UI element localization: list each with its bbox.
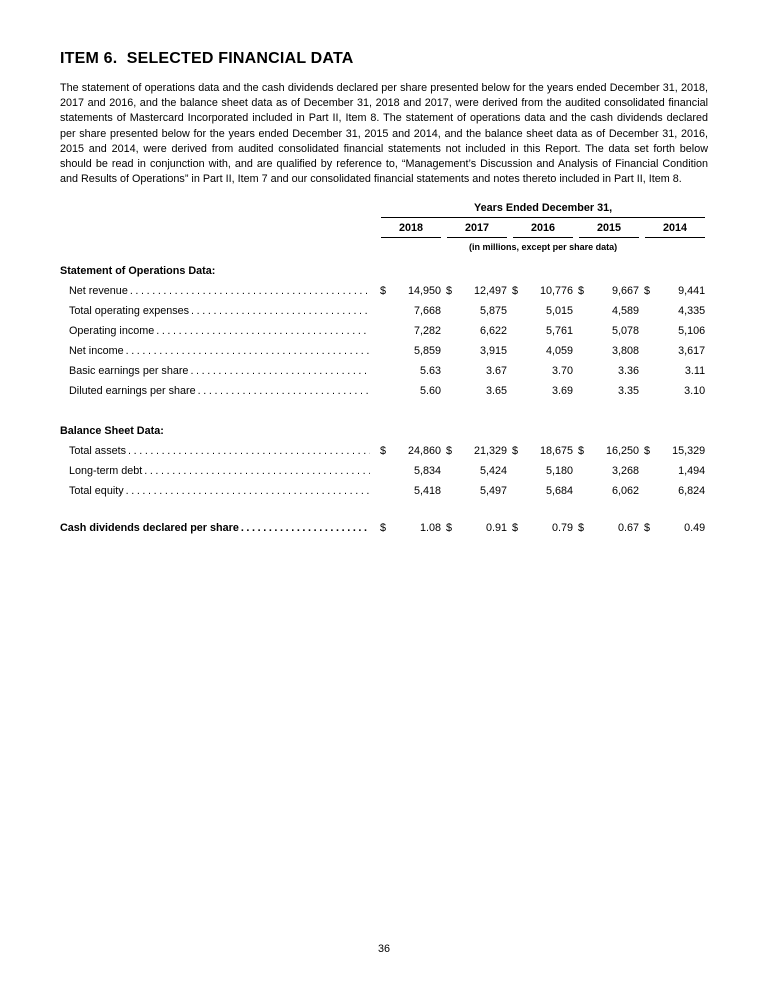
dot-leader [191, 305, 370, 317]
value-cell: 3,617 [678, 345, 706, 358]
value-cell: 0.67 [617, 522, 639, 535]
row-label: Basic earnings per share [69, 365, 189, 378]
row-label-cell [60, 341, 378, 361]
table-row [60, 441, 708, 461]
value-cell: 10,776 [539, 285, 573, 298]
dollar-sign-cell [444, 301, 460, 321]
value-cell: 14,950 [407, 285, 441, 298]
dollar-sign-cell: $ [512, 445, 519, 458]
value-cell: 3.69 [551, 385, 573, 398]
dollar-sign-cell [444, 361, 460, 381]
dollar-sign-cell: $ [512, 522, 519, 535]
row-label-cell [60, 361, 378, 381]
section-heading: Balance Sheet Data: [60, 425, 164, 438]
page-title: ITEM 6. SELECTED FINANCIAL DATA [60, 50, 354, 67]
year-column-header: 2017 [447, 218, 507, 238]
table-row [60, 341, 708, 361]
value-cell: 3,268 [611, 465, 639, 478]
value-cell: 5.63 [419, 365, 441, 378]
table-row [60, 381, 708, 401]
row-label-cell [60, 441, 378, 461]
dollar-sign-cell [642, 321, 658, 341]
value-cell: 12,497 [473, 285, 507, 298]
value-cell: 6,824 [678, 485, 706, 498]
value-cell: 5,761 [545, 325, 573, 338]
dollar-sign-cell: $ [380, 285, 387, 298]
dollar-sign-cell [510, 321, 526, 341]
dollar-sign-cell [444, 341, 460, 361]
dot-leader [190, 365, 370, 377]
page-number: 36 [377, 943, 390, 955]
row-label-cell [60, 301, 378, 321]
value-cell: 3.11 [684, 365, 706, 378]
spacer-row [60, 501, 708, 518]
row-label-cell [60, 281, 378, 301]
value-cell: 3.65 [485, 385, 507, 398]
row-label-cell [60, 321, 378, 341]
value-cell: 1.08 [419, 522, 441, 535]
units-note: (in millions, except per share data) [469, 242, 618, 253]
spacer-row [60, 401, 708, 418]
value-cell: 0.91 [485, 522, 507, 535]
dollar-sign-cell: $ [380, 445, 387, 458]
table-row [60, 301, 708, 321]
dollar-sign-cell [378, 381, 394, 401]
dollar-sign-cell [642, 341, 658, 361]
value-cell: 24,860 [407, 445, 441, 458]
value-cell: 5,859 [413, 345, 441, 358]
dot-leader [241, 522, 370, 534]
value-cell: 4,059 [545, 345, 573, 358]
dollar-sign-cell: $ [446, 285, 453, 298]
value-cell: 1,494 [678, 465, 706, 478]
dollar-sign-cell [642, 361, 658, 381]
table-row [60, 461, 708, 481]
value-cell: 5,834 [413, 465, 441, 478]
year-column-header: 2016 [513, 218, 573, 238]
financial-data-table [60, 202, 708, 538]
row-label: Operating income [69, 325, 155, 338]
row-label: Total operating expenses [69, 305, 190, 318]
dollar-sign-cell [576, 321, 592, 341]
value-cell: 7,668 [413, 305, 441, 318]
dollar-sign-cell [378, 481, 394, 501]
dollar-sign-cell [444, 381, 460, 401]
dot-leader [130, 285, 370, 297]
value-cell: 3.36 [617, 365, 639, 378]
dollar-sign-cell: $ [644, 285, 651, 298]
value-cell: 5,015 [545, 305, 573, 318]
dollar-sign-cell [510, 381, 526, 401]
years-ended-header [378, 202, 708, 218]
year-column-header: 2014 [645, 218, 705, 238]
table-body [60, 258, 708, 538]
dollar-sign-cell [642, 301, 658, 321]
value-cell: 6,622 [479, 325, 507, 338]
section-heading-row [60, 258, 708, 281]
row-label: Cash dividends declared per share [60, 522, 239, 535]
dollar-sign-cell [576, 341, 592, 361]
value-cell: 3,915 [479, 345, 507, 358]
value-cell: 4,335 [678, 305, 706, 318]
row-label-cell [60, 381, 378, 401]
value-cell: 3.10 [684, 385, 706, 398]
dollar-sign-cell [378, 461, 394, 481]
dollar-sign-cell [444, 481, 460, 501]
value-cell: 18,675 [539, 445, 573, 458]
value-cell: 5,078 [611, 325, 639, 338]
dollar-sign-cell [510, 301, 526, 321]
dollar-sign-cell [378, 321, 394, 341]
table-row [60, 518, 708, 538]
dollar-sign-cell [642, 381, 658, 401]
value-cell: 7,282 [413, 325, 441, 338]
dollar-sign-cell [444, 321, 460, 341]
section-heading-row [60, 418, 708, 441]
row-label: Net income [69, 345, 124, 358]
value-cell: 5,418 [413, 485, 441, 498]
row-label: Total equity [69, 485, 124, 498]
dot-leader [126, 485, 370, 497]
dollar-sign-cell [576, 361, 592, 381]
table-row [60, 361, 708, 381]
value-cell: 3.70 [551, 365, 573, 378]
value-cell: 6,062 [611, 485, 639, 498]
dollar-sign-cell [576, 301, 592, 321]
row-label: Net revenue [69, 285, 128, 298]
year-column-header: 2015 [579, 218, 639, 238]
value-cell: 4,589 [611, 305, 639, 318]
dollar-sign-cell: $ [512, 285, 519, 298]
row-label: Long-term debt [69, 465, 143, 478]
dot-leader [198, 385, 370, 397]
dollar-sign-cell [378, 361, 394, 381]
dollar-sign-cell [642, 461, 658, 481]
years-ended-label: Years Ended December 31, [381, 202, 705, 218]
value-cell: 5,684 [545, 485, 573, 498]
value-cell: 9,667 [611, 285, 639, 298]
dollar-sign-cell: $ [446, 445, 453, 458]
table-row [60, 321, 708, 341]
year-columns-row [60, 218, 708, 238]
years-ended-header-row [60, 202, 708, 218]
dollar-sign-cell [510, 481, 526, 501]
dollar-sign-cell: $ [578, 522, 585, 535]
table-header [60, 202, 708, 258]
row-label: Diluted earnings per share [69, 385, 196, 398]
value-cell: 5.60 [419, 385, 441, 398]
dollar-sign-cell [510, 461, 526, 481]
value-cell: 5,106 [678, 325, 706, 338]
intro-paragraph: The statement of operations data and the cash dividends declared per share presented below for the years ended December 31, 2018, 2017 and 2016, and the balance sheet data as of December 31, 2018 and 2017, were derived from the audited consolidated financial statements of Mastercard Incorporated included in Part II, Item 8. The statement of operations data and the cash dividends declared per share presented below for the years ended December 31, 2015 and 2014, and the balance sheet data as of December 31, 2016, 2015 and 2014, were derived from audited consolidated financial statements not included in this Report. The data set forth below should be read in conjunction with, and are qualified by reference to, “Management’s Discussion and Analysis of Financial Condition and Results of Operations” in Part II, Item 7 and our consolidated financial statements and notes thereto included in Part II, Item 8. [60, 82, 708, 186]
dollar-sign-cell: $ [644, 522, 651, 535]
dollar-sign-cell [576, 481, 592, 501]
units-note-row [60, 238, 708, 258]
dollar-sign-cell: $ [644, 445, 651, 458]
dollar-sign-cell [510, 341, 526, 361]
value-cell: 3.67 [485, 365, 507, 378]
value-cell: 9,441 [678, 285, 706, 298]
table-row [60, 281, 708, 301]
dollar-sign-cell: $ [446, 522, 453, 535]
dollar-sign-cell [576, 461, 592, 481]
value-cell: 5,180 [545, 465, 573, 478]
value-cell: 16,250 [605, 445, 639, 458]
section-heading: Statement of Operations Data: [60, 265, 216, 278]
dot-leader [126, 345, 370, 357]
row-label: Total assets [69, 445, 127, 458]
dollar-sign-cell: $ [578, 285, 585, 298]
dollar-sign-cell: $ [380, 522, 387, 535]
dot-leader [156, 325, 370, 337]
row-label-cell [60, 461, 378, 481]
dot-leader [144, 465, 370, 477]
dot-leader [128, 445, 370, 457]
dollar-sign-cell [576, 381, 592, 401]
value-cell: 0.79 [551, 522, 573, 535]
dollar-sign-cell [378, 301, 394, 321]
value-cell: 5,875 [479, 305, 507, 318]
dollar-sign-cell [510, 361, 526, 381]
value-cell: 5,497 [479, 485, 507, 498]
dollar-sign-cell: $ [578, 445, 585, 458]
table-row [60, 481, 708, 501]
year-column-header: 2018 [381, 218, 441, 238]
row-label-cell [60, 518, 378, 538]
dollar-sign-cell [444, 461, 460, 481]
value-cell: 15,329 [672, 445, 706, 458]
value-cell: 3.35 [617, 385, 639, 398]
value-cell: 0.49 [684, 522, 706, 535]
dollar-sign-cell [378, 341, 394, 361]
value-cell: 21,329 [473, 445, 507, 458]
row-label-cell [60, 481, 378, 501]
value-cell: 5,424 [479, 465, 507, 478]
value-cell: 3,808 [611, 345, 639, 358]
dollar-sign-cell [642, 481, 658, 501]
